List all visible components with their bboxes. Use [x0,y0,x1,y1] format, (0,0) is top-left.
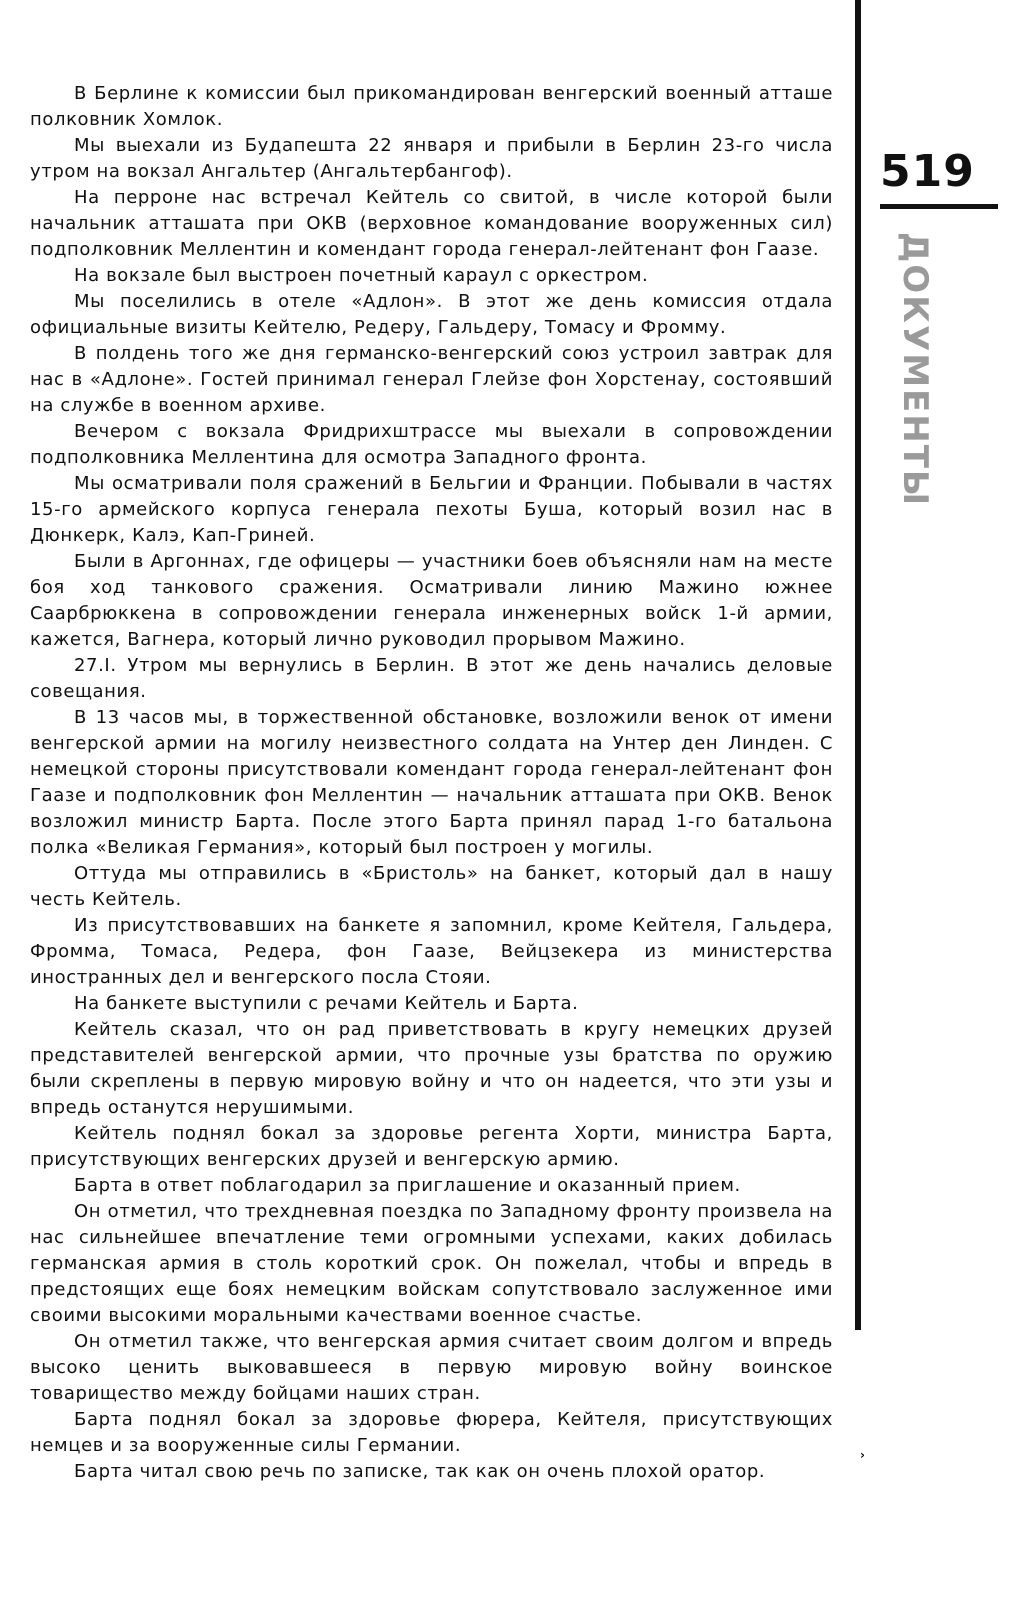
paragraph: Барта читал свою речь по записке, так как он очень плохой оратор. [74,1461,766,1482]
page-number-rule [880,204,998,209]
paragraph: В 13 часов мы, в торжественной обстановке, возложили венок от имени венгерской армии на могилу неизвестного солдата на Унтер ден Линден. С немецкой стороны присутствовали комендант города генерал-лейтенант фон Гаазе и подполковник фон Меллентин — начальник атташата при ОКВ. Венок возложил министр Барта. После этого Барта принял парад 1-го батальона полка «Великая Германия», который был построен у могилы. [30,707,833,858]
paragraph: Барта поднял бокал за здоровье фюрера, Кейтеля, присутствующих немцев и за вооруженные силы Германии. [30,1409,833,1456]
paragraph: В Берлине к комиссии был прикомандирован венгерский военный атташе полковник Хомлок. [30,83,833,130]
paragraph: На вокзале был выстроен почетный караул с оркестром. [74,265,649,286]
page-number: 519 [880,146,975,197]
running-head [891,232,947,508]
paragraph: Оттуда мы отправились в «Бристоль» на банкет, который дал в нашу честь Кейтель. [30,863,833,910]
margin-mark: › [860,1448,865,1462]
paragraph: В полдень того же дня германско-венгерский союз устроил завтрак для нас в «Адлоне». Гостей принимал генерал Глейзе фон Хорстенау, состоявший на службе в военном архиве. [30,343,833,416]
paragraph: Он отметил также, что венгерская армия считает своим долгом и впредь высоко ценить выковавшееся в первую мировую войну воинское товарищество между бойцами наших стран. [30,1331,833,1404]
running-head-text: ДОКУМЕНТЫ [895,232,935,508]
paragraph: Кейтель поднял бокал за здоровье регента Хорти, министра Барта, присутствующих венгерских друзей и венгерскую армию. [30,1123,833,1170]
margin-rule [855,0,861,1330]
paragraph: На перроне нас встречал Кейтель со свитой, в числе которой были начальник атташата при ОКВ (верховное командование вооруженных сил) подполковник Меллентин и комендант города генерал-лейтенант фон Гаазе. [30,187,833,260]
paragraph: Вечером с вокзала Фридрихштрассе мы выехали в сопровождении подполковника Меллентина для осмотра Западного фронта. [30,421,833,468]
document-body [30,81,833,1485]
paragraph: Барта в ответ поблагодарил за приглашение и оказанный прием. [74,1175,741,1196]
paragraph: Мы выехали из Будапешта 22 января и прибыли в Берлин 23-го числа утром на вокзал Ангальтер (Ангальтербангоф). [30,135,833,182]
paragraph: Он отметил, что трехдневная поездка по Западному фронту произвела на нас сильнейшее впечатление теми огромными успехами, каких добилась германская армия в столь короткий срок. Он пожелал, чтобы и впредь в предстоящих еще боях немецким войскам сопутствовало заслуженное ими своими высокими моральными качествами военное счастье. [30,1201,833,1326]
paragraph: Мы осматривали поля сражений в Бельгии и Франции. Побывали в частях 15-го армейского корпуса генерала пехоты Буша, который возил нас в Дюнкерк, Калэ, Кап-Гриней. [30,473,833,546]
paragraph: На банкете выступили с речами Кейтель и Барта. [74,993,579,1014]
paragraph: Кейтель сказал, что он рад приветствовать в кругу немецких друзей представителей венгерской армии, что прочные узы братства по оружию были скреплены в первую мировую войну и что он надеется, что эти узы и впредь останутся нерушимыми. [30,1019,833,1118]
paragraph: Были в Аргоннах, где офицеры — участники боев объясняли нам на месте боя ход танкового сражения. Осматривали линию Мажино южнее Саарбрюккена в сопровождении генерала инженерных войск 1-й армии, кажется, Вагнера, который лично руководил прорывом Мажино. [30,551,833,650]
paragraph: 27.I. Утром мы вернулись в Берлин. В этот же день начались деловые совещания. [30,655,833,702]
paragraph: Из присутствовавших на банкете я запомнил, кроме Кейтеля, Гальдера, Фромма, Томаса, Редера, фон Гаазе, Вейцзекера из министерства иностранных дел и венгерского посла Стояи. [30,915,833,988]
paragraph: Мы поселились в отеле «Адлон». В этот же день комиссия отдала официальные визиты Кейтелю, Редеру, Гальдеру, Томасу и Фромму. [30,291,833,338]
